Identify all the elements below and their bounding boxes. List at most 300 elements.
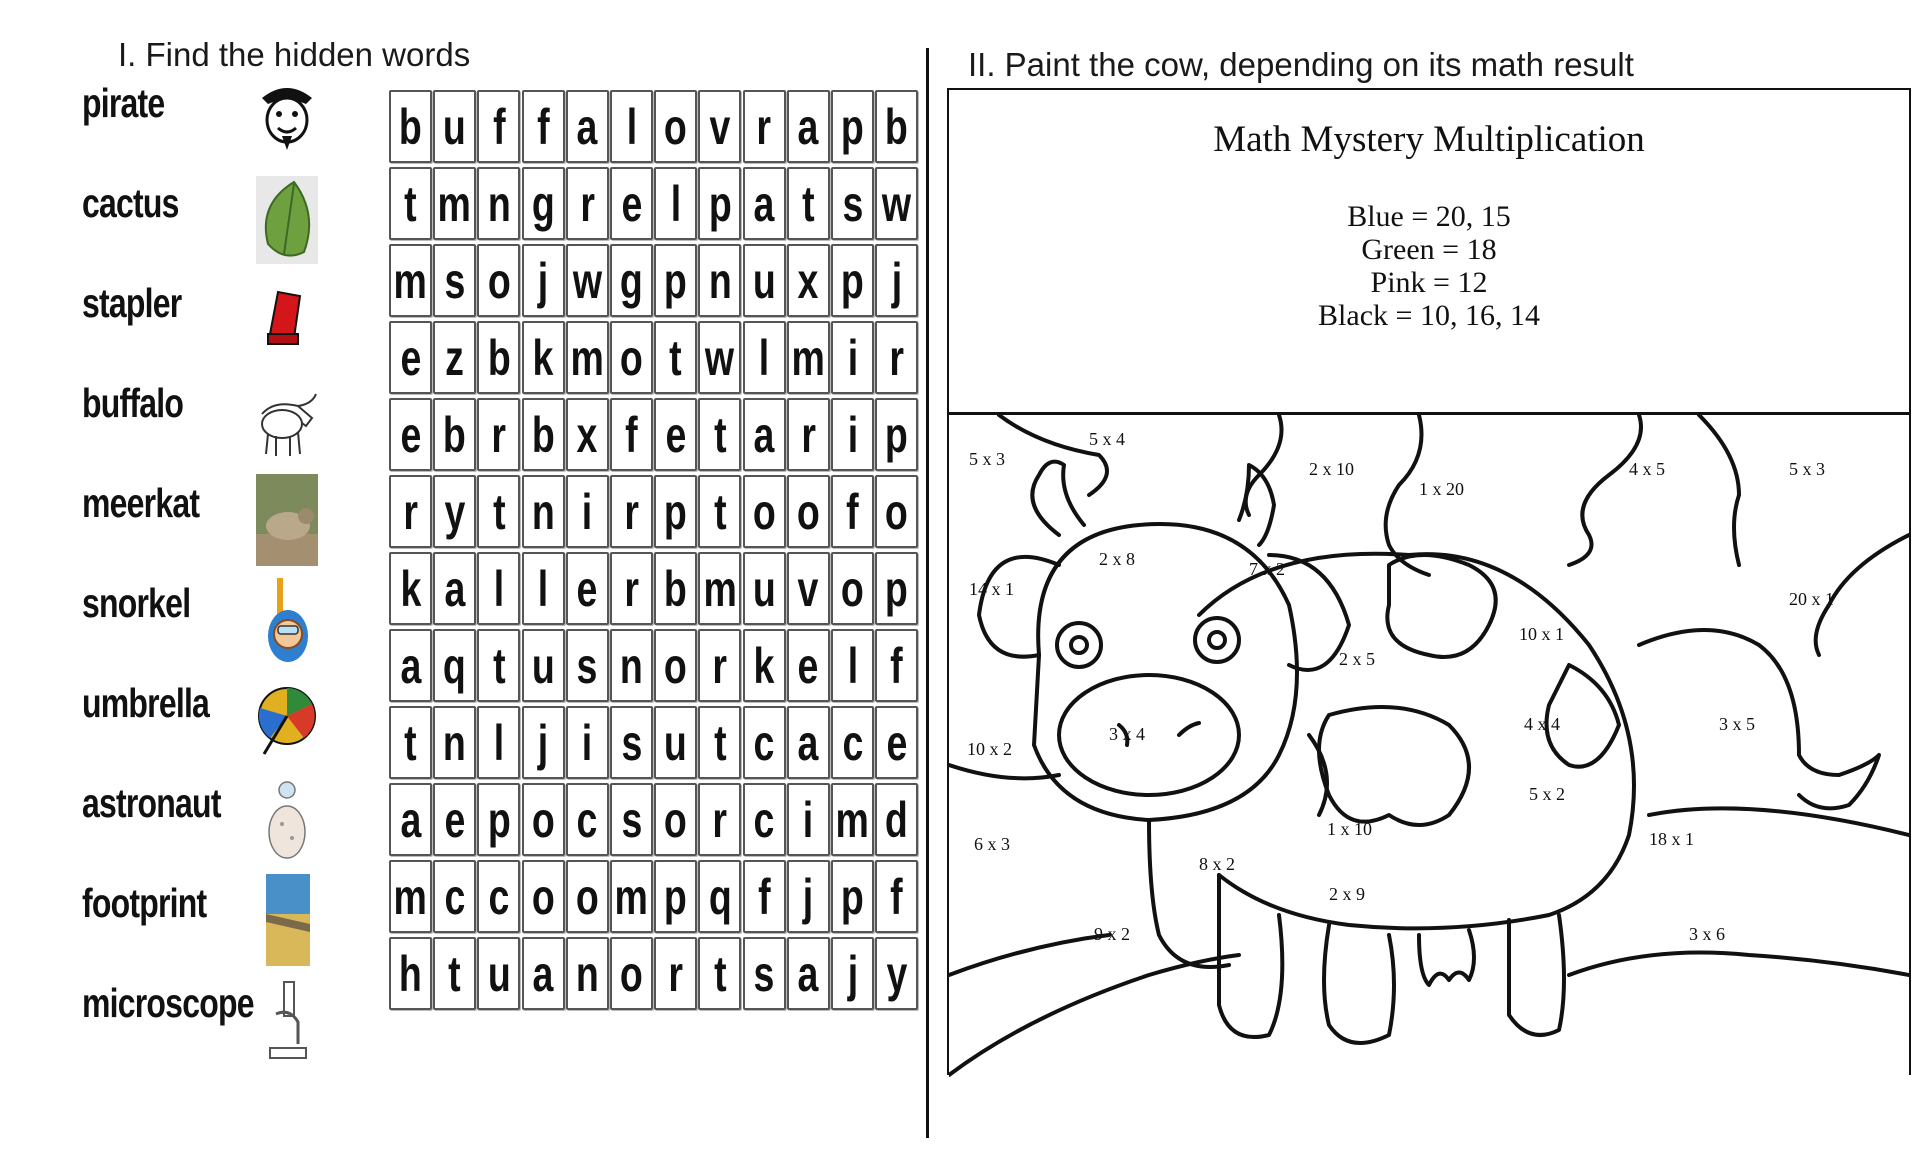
- equation-label: 3 x 6: [1689, 924, 1725, 944]
- grid-letter-cell[interactable]: [433, 475, 476, 548]
- word-label: footprint: [82, 880, 207, 926]
- grid-letter-cell[interactable]: [787, 398, 830, 471]
- grid-letter-cell[interactable]: [743, 552, 786, 625]
- grid-letter-cell[interactable]: [831, 90, 874, 163]
- grid-letter: l: [493, 560, 505, 617]
- leaf-icon: [254, 174, 320, 266]
- grid-letter: p: [885, 406, 909, 463]
- grid-letter-cell[interactable]: [522, 167, 565, 240]
- grid-letter: i: [847, 406, 858, 463]
- grid-letter-cell[interactable]: [875, 321, 918, 394]
- grid-letter-cell[interactable]: [610, 706, 653, 779]
- grid-letter: s: [753, 945, 775, 1002]
- grid-letter-cell[interactable]: [654, 937, 697, 1010]
- grid-letter: o: [487, 252, 511, 309]
- grid-letter: o: [664, 791, 688, 848]
- grid-letter: p: [664, 483, 688, 540]
- grid-letter-cell[interactable]: [787, 90, 830, 163]
- grid-letter: e: [621, 175, 642, 232]
- grid-letter: z: [445, 329, 465, 386]
- word-label: buffalo: [82, 380, 184, 426]
- grid-letter: r: [624, 483, 639, 540]
- grid-letter-cell[interactable]: [477, 783, 520, 856]
- grid-letter-cell[interactable]: [787, 321, 830, 394]
- equation-label: 5 x 2: [1529, 784, 1565, 804]
- grid-letter: t: [492, 483, 506, 540]
- grid-letter: v: [709, 98, 731, 155]
- grid-letter-cell[interactable]: [831, 244, 874, 317]
- grid-letter-cell[interactable]: [522, 937, 565, 1010]
- grid-letter: n: [487, 175, 511, 232]
- grid-letter-cell[interactable]: [477, 706, 520, 779]
- grid-letter-cell[interactable]: [875, 244, 918, 317]
- grid-letter-cell[interactable]: [831, 783, 874, 856]
- word-row-meerkat: [82, 480, 332, 580]
- grid-letter-cell[interactable]: [477, 167, 520, 240]
- grid-letter-cell[interactable]: [477, 475, 520, 548]
- grid-letter-cell[interactable]: [875, 475, 918, 548]
- grid-letter-cell[interactable]: [522, 244, 565, 317]
- grid-letter: f: [757, 868, 771, 925]
- equation-label: 2 x 9: [1329, 884, 1365, 904]
- grid-letter: k: [400, 560, 421, 617]
- umbrella-icon: [254, 674, 320, 766]
- grid-letter: r: [800, 406, 816, 463]
- grid-letter-cell[interactable]: [610, 244, 653, 317]
- color-legend: [949, 200, 1909, 332]
- equation-label: 5 x 4: [1089, 429, 1125, 449]
- buffalo-icon: [254, 374, 320, 466]
- grid-letter: o: [796, 483, 820, 540]
- grid-letter-cell[interactable]: [875, 937, 918, 1010]
- legend-black: Black = 10, 16, 14: [1318, 299, 1540, 332]
- equation-label: 2 x 8: [1099, 549, 1135, 569]
- grid-letter-cell[interactable]: [831, 937, 874, 1010]
- grid-letter: e: [797, 637, 819, 694]
- grid-letter-cell[interactable]: [743, 244, 786, 317]
- grid-letter-cell[interactable]: [389, 167, 432, 240]
- grid-letter: t: [713, 406, 727, 463]
- equation-label: 10 x 1: [1519, 624, 1564, 644]
- equation-label: 2 x 5: [1339, 649, 1375, 669]
- grid-letter: c: [488, 868, 510, 925]
- grid-letter: p: [841, 98, 864, 155]
- grid-letter-cell[interactable]: [698, 398, 741, 471]
- grid-letter-cell[interactable]: [654, 706, 697, 779]
- grid-letter: t: [492, 637, 506, 694]
- equation-label: 14 x 1: [969, 579, 1014, 599]
- grid-letter: j: [537, 252, 549, 309]
- grid-letter-cell[interactable]: [566, 860, 609, 933]
- grid-letter: j: [537, 714, 549, 771]
- grid-letter-cell[interactable]: [477, 90, 520, 163]
- grid-letter-cell[interactable]: [831, 475, 874, 548]
- grid-letter: q: [443, 637, 467, 694]
- grid-letter-cell[interactable]: [566, 475, 609, 548]
- grid-letter-cell[interactable]: [610, 552, 653, 625]
- grid-letter: j: [803, 868, 814, 925]
- grid-letter-cell[interactable]: [522, 398, 565, 471]
- grid-letter: e: [400, 329, 421, 386]
- grid-letter: t: [669, 329, 682, 386]
- grid-letter-cell[interactable]: [743, 321, 786, 394]
- grid-letter-cell[interactable]: [698, 860, 741, 933]
- grid-letter: p: [664, 252, 688, 309]
- grid-letter: r: [668, 945, 683, 1002]
- equation-label: 6 x 3: [974, 834, 1010, 854]
- grid-letter-cell[interactable]: [698, 783, 741, 856]
- grid-letter: r: [756, 98, 772, 155]
- grid-letter-cell[interactable]: [875, 629, 918, 702]
- grid-letter-cell[interactable]: [433, 629, 476, 702]
- grid-letter: j: [891, 252, 902, 309]
- grid-letter: x: [797, 252, 819, 309]
- grid-letter-cell[interactable]: [477, 398, 520, 471]
- grid-letter-cell[interactable]: [610, 475, 653, 548]
- grid-letter-cell[interactable]: [566, 398, 609, 471]
- grid-letter-cell[interactable]: [522, 629, 565, 702]
- grid-letter: o: [664, 98, 688, 155]
- grid-letter-cell[interactable]: [743, 167, 786, 240]
- word-search-grid: [389, 90, 919, 1015]
- word-label: umbrella: [82, 680, 210, 726]
- grid-letter: k: [753, 637, 775, 694]
- legend-pink: Pink = 12: [1370, 266, 1488, 299]
- grid-letter-cell[interactable]: [787, 167, 830, 240]
- word-label: astronaut: [82, 780, 221, 826]
- grid-letter-cell[interactable]: [389, 475, 432, 548]
- grid-letter-cell[interactable]: [698, 321, 741, 394]
- equation-label: 20 x 1: [1789, 589, 1834, 609]
- grid-letter: f: [846, 483, 859, 540]
- grid-letter-cell[interactable]: [477, 860, 520, 933]
- grid-letter-cell[interactable]: [522, 321, 565, 394]
- word-row-buffalo: [82, 380, 332, 480]
- grid-letter: u: [531, 637, 555, 694]
- grid-letter: b: [885, 98, 909, 155]
- grid-letter-cell[interactable]: [477, 629, 520, 702]
- grid-letter-cell[interactable]: [875, 706, 918, 779]
- grid-letter-cell[interactable]: [610, 860, 653, 933]
- grid-letter-cell[interactable]: [654, 629, 697, 702]
- grid-letter-cell[interactable]: [787, 937, 830, 1010]
- grid-letter-cell[interactable]: [433, 244, 476, 317]
- equation-label: 9 x 2: [1094, 924, 1130, 944]
- equation-label: 1 x 10: [1327, 819, 1372, 839]
- grid-letter-cell[interactable]: [433, 167, 476, 240]
- grid-letter-cell[interactable]: [875, 552, 918, 625]
- grid-letter: t: [404, 175, 417, 232]
- grid-letter: c: [444, 868, 466, 925]
- grid-letter-cell[interactable]: [698, 629, 741, 702]
- grid-letter-cell[interactable]: [566, 244, 609, 317]
- grid-letter-cell[interactable]: [743, 860, 786, 933]
- grid-letter-cell[interactable]: [875, 783, 918, 856]
- grid-letter-cell[interactable]: [610, 398, 653, 471]
- grid-letter: o: [620, 329, 643, 386]
- grid-letter: n: [708, 252, 732, 309]
- grid-letter: t: [713, 945, 727, 1002]
- equation-label: 3 x 5: [1719, 714, 1755, 734]
- grid-letter: r: [712, 791, 728, 848]
- legend-blue: Blue = 20, 15: [1347, 200, 1511, 233]
- grid-letter-cell[interactable]: [787, 244, 830, 317]
- grid-letter: f: [625, 406, 638, 463]
- grid-letter-cell[interactable]: [522, 90, 565, 163]
- grid-letter: i: [582, 483, 593, 540]
- grid-letter: j: [847, 945, 858, 1002]
- grid-letter-cell[interactable]: [389, 860, 432, 933]
- footprint-icon: [254, 874, 320, 966]
- grid-letter: b: [487, 329, 511, 386]
- grid-letter: r: [579, 175, 595, 232]
- grid-letter: b: [443, 406, 467, 463]
- grid-letter-cell[interactable]: [477, 937, 520, 1010]
- grid-letter-cell[interactable]: [787, 552, 830, 625]
- grid-letter-cell[interactable]: [389, 321, 432, 394]
- grid-letter: f: [890, 868, 903, 925]
- grid-letter-cell[interactable]: [389, 937, 432, 1010]
- grid-letter-cell[interactable]: [433, 783, 476, 856]
- grid-letter: a: [753, 406, 775, 463]
- grid-letter: t: [404, 714, 417, 771]
- grid-letter: e: [576, 560, 598, 617]
- grid-letter-cell[interactable]: [831, 860, 874, 933]
- equation-label: 8 x 2: [1199, 854, 1235, 874]
- grid-letter-cell[interactable]: [654, 167, 697, 240]
- grid-letter: k: [532, 329, 554, 386]
- grid-letter-cell[interactable]: [389, 552, 432, 625]
- grid-letter: l: [758, 329, 770, 386]
- microscope-icon: [254, 974, 320, 1066]
- grid-letter-cell[interactable]: [477, 321, 520, 394]
- cow-coloring-area: [949, 412, 1909, 1078]
- grid-letter-cell[interactable]: [389, 629, 432, 702]
- grid-letter-cell[interactable]: [698, 475, 741, 548]
- grid-letter: y: [886, 945, 908, 1002]
- grid-letter: a: [532, 945, 554, 1002]
- grid-letter-cell[interactable]: [522, 860, 565, 933]
- grid-letter-cell[interactable]: [433, 90, 476, 163]
- grid-letter: a: [797, 714, 819, 771]
- grid-letter-cell[interactable]: [698, 244, 741, 317]
- grid-letter-cell[interactable]: [698, 167, 741, 240]
- grid-letter-cell[interactable]: [433, 552, 476, 625]
- equation-label: 18 x 1: [1649, 829, 1694, 849]
- grid-letter: t: [448, 945, 461, 1002]
- grid-letter-cell[interactable]: [389, 783, 432, 856]
- grid-letter: g: [531, 175, 555, 232]
- grid-letter-cell[interactable]: [831, 321, 874, 394]
- grid-letter-cell[interactable]: [389, 398, 432, 471]
- grid-letter: i: [847, 329, 858, 386]
- grid-letter: s: [621, 714, 642, 771]
- grid-letter-cell[interactable]: [610, 937, 653, 1010]
- grid-letter: a: [444, 560, 466, 617]
- word-row-cactus: [82, 180, 332, 280]
- grid-letter-cell[interactable]: [566, 167, 609, 240]
- grid-letter-cell[interactable]: [566, 783, 609, 856]
- grid-letter-cell[interactable]: [875, 398, 918, 471]
- grid-letter: s: [444, 252, 466, 309]
- grid-letter-cell[interactable]: [433, 398, 476, 471]
- grid-letter-cell[interactable]: [522, 706, 565, 779]
- grid-letter: b: [664, 560, 688, 617]
- grid-letter: o: [620, 945, 643, 1002]
- grid-letter-cell[interactable]: [831, 552, 874, 625]
- grid-letter-cell[interactable]: [787, 475, 830, 548]
- section-2-title: II. Paint the cow, depending on its math result: [968, 46, 1634, 83]
- grid-letter: a: [576, 98, 598, 155]
- grid-letter-cell[interactable]: [698, 90, 741, 163]
- grid-letter: g: [620, 252, 643, 309]
- equation-label: 10 x 2: [967, 739, 1012, 759]
- grid-letter: o: [531, 868, 555, 925]
- grid-letter-cell[interactable]: [654, 475, 697, 548]
- grid-letter-cell[interactable]: [566, 552, 609, 625]
- grid-letter-cell[interactable]: [566, 321, 609, 394]
- grid-letter-cell[interactable]: [875, 167, 918, 240]
- word-row-stapler: [82, 280, 332, 380]
- grid-letter-cell[interactable]: [610, 90, 653, 163]
- grid-letter: u: [664, 714, 688, 771]
- grid-letter-cell[interactable]: [566, 90, 609, 163]
- astronaut-icon: [254, 774, 320, 866]
- grid-letter: p: [708, 175, 732, 232]
- grid-letter-cell[interactable]: [610, 321, 653, 394]
- grid-letter: v: [797, 560, 819, 617]
- grid-letter-cell[interactable]: [831, 706, 874, 779]
- grid-letter: o: [885, 483, 909, 540]
- grid-letter-cell[interactable]: [743, 398, 786, 471]
- grid-letter-cell[interactable]: [566, 937, 609, 1010]
- grid-letter-cell[interactable]: [787, 860, 830, 933]
- equation-label: 5 x 3: [969, 449, 1005, 469]
- grid-letter-cell[interactable]: [433, 937, 476, 1010]
- grid-letter: p: [487, 791, 511, 848]
- vertical-divider: [926, 48, 929, 1138]
- grid-letter-cell[interactable]: [654, 244, 697, 317]
- grid-letter: m: [614, 868, 649, 925]
- grid-letter: s: [842, 175, 863, 232]
- grid-letter-cell[interactable]: [787, 629, 830, 702]
- grid-letter: o: [664, 637, 688, 694]
- grid-letter: e: [665, 406, 687, 463]
- grid-letter: u: [443, 98, 467, 155]
- grid-letter-cell[interactable]: [522, 552, 565, 625]
- grid-letter: d: [885, 791, 909, 848]
- grid-letter-cell[interactable]: [698, 706, 741, 779]
- grid-letter: u: [487, 945, 511, 1002]
- grid-letter: m: [438, 175, 472, 232]
- grid-letter-cell[interactable]: [654, 90, 697, 163]
- grid-letter-cell[interactable]: [743, 706, 786, 779]
- grid-letter-cell[interactable]: [654, 321, 697, 394]
- stapler-icon: [254, 274, 320, 366]
- grid-letter-cell[interactable]: [831, 629, 874, 702]
- grid-letter-cell[interactable]: [654, 783, 697, 856]
- grid-letter: e: [886, 714, 908, 771]
- pirate-icon: [254, 74, 320, 166]
- grid-letter-cell[interactable]: [566, 629, 609, 702]
- grid-letter-cell[interactable]: [389, 90, 432, 163]
- grid-letter: a: [797, 98, 819, 155]
- grid-letter: n: [620, 637, 643, 694]
- grid-letter: n: [531, 483, 555, 540]
- grid-letter-cell[interactable]: [654, 860, 697, 933]
- grid-letter: m: [791, 329, 825, 386]
- grid-letter-cell[interactable]: [698, 937, 741, 1010]
- grid-letter: w: [705, 329, 735, 386]
- grid-letter-cell[interactable]: [610, 167, 653, 240]
- grid-letter: n: [575, 945, 599, 1002]
- grid-letter: l: [626, 98, 637, 155]
- grid-letter: t: [802, 175, 815, 232]
- grid-letter-cell[interactable]: [743, 937, 786, 1010]
- grid-letter-cell[interactable]: [831, 167, 874, 240]
- grid-letter-cell[interactable]: [477, 552, 520, 625]
- grid-letter: u: [752, 252, 776, 309]
- grid-letter: s: [621, 791, 642, 848]
- grid-letter-cell[interactable]: [389, 706, 432, 779]
- grid-letter: h: [399, 945, 422, 1002]
- grid-letter-cell[interactable]: [743, 629, 786, 702]
- grid-letter: b: [399, 98, 422, 155]
- grid-letter: r: [712, 637, 728, 694]
- grid-letter-cell[interactable]: [522, 475, 565, 548]
- grid-letter-cell[interactable]: [875, 90, 918, 163]
- grid-letter: p: [841, 252, 864, 309]
- grid-letter: f: [536, 98, 550, 155]
- math-mystery-panel: [947, 88, 1911, 1075]
- grid-letter: s: [576, 637, 598, 694]
- grid-letter-cell[interactable]: [654, 398, 697, 471]
- word-row-snorkel: [82, 580, 332, 680]
- grid-letter-cell[interactable]: [566, 706, 609, 779]
- grid-letter-cell[interactable]: [743, 90, 786, 163]
- grid-letter-cell[interactable]: [610, 629, 653, 702]
- grid-letter-cell[interactable]: [787, 706, 830, 779]
- grid-letter-cell[interactable]: [787, 783, 830, 856]
- grid-letter-cell[interactable]: [433, 321, 476, 394]
- panel-title: Math Mystery Multiplication: [1213, 119, 1645, 160]
- word-row-pirate: [82, 80, 332, 180]
- grid-letter: e: [400, 406, 421, 463]
- grid-letter-cell[interactable]: [698, 552, 741, 625]
- grid-letter: o: [752, 483, 776, 540]
- grid-letter: i: [582, 714, 593, 771]
- grid-letter-cell[interactable]: [433, 860, 476, 933]
- grid-letter-cell[interactable]: [654, 552, 697, 625]
- meerkat-icon: [254, 474, 320, 566]
- grid-letter-cell[interactable]: [477, 244, 520, 317]
- equation-label: 4 x 5: [1629, 459, 1665, 479]
- grid-letter-cell[interactable]: [743, 475, 786, 548]
- grid-letter-cell[interactable]: [522, 783, 565, 856]
- equation-label: 5 x 3: [1789, 459, 1825, 479]
- grid-letter-cell[interactable]: [875, 860, 918, 933]
- grid-letter-cell[interactable]: [433, 706, 476, 779]
- word-row-umbrella: [82, 680, 332, 780]
- grid-letter: p: [841, 868, 864, 925]
- grid-letter-cell[interactable]: [831, 398, 874, 471]
- grid-letter: m: [393, 252, 428, 309]
- grid-letter: y: [444, 483, 466, 540]
- grid-letter-cell[interactable]: [743, 783, 786, 856]
- grid-letter: l: [493, 714, 505, 771]
- grid-letter-cell[interactable]: [610, 783, 653, 856]
- grid-letter-cell[interactable]: [389, 244, 432, 317]
